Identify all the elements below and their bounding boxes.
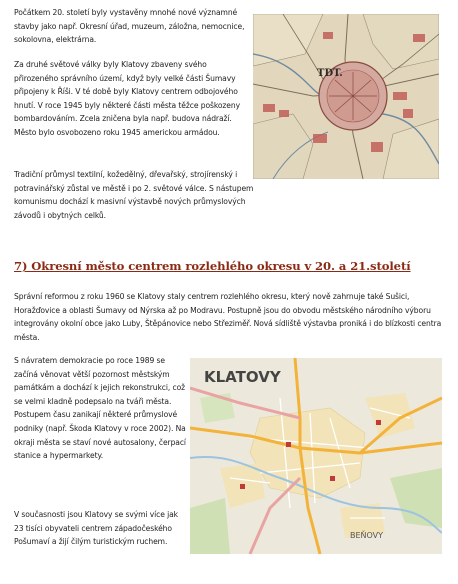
historical-map-image <box>253 14 439 179</box>
map-label-tdt: TDT. <box>317 68 343 79</box>
section-heading: 7) Okresní město centrem rozlehlého okresu v 20. a 21.století <box>14 259 411 273</box>
paragraph-present-day: V současnosti jsou Klatovy se svými více jak 23 tisíci obyvateli centrem západočeského Pošumaví a žijí čilým turistickým ruchem. <box>14 510 178 547</box>
paragraph-world-war-two: Za druhé světové války byly Klatovy zbaveny svého přirozeného správního území, když byly velké části Šumavy připojeny k Říši. V té době byly Klatovy centrem odbojového hnutí. V roce 1945 byly některé části města těžce poškozeny bombardováním. Zcela zničena byla např. budova nádraží. Město bylo osvobozeno roku 1945 americkou armádou. <box>14 60 240 137</box>
map-label-klatovy: KLATOVY <box>204 368 281 386</box>
modern-city-map-image <box>190 358 442 554</box>
paragraph-democracy: S návratem demokracie po roce 1989 se začíná věnovat větší pozornost městským památkám a dochází k jejich rekonstrukci, což se velmi kladně podepsalo na tváři města. Postupem času zanikají některé průmyslové podniky (např. Škoda Klatovy v roce 2002). Na okraji města se staví nové autosalony, čerpací stanice a hypermarkety. <box>14 356 186 461</box>
paragraph-administrative-reform: Správní reformou z roku 1960 se Klatovy staly centrem rozlehlého okresu, který nově zahrnuje také Sušici, Horažďovice a oblasti Šumavy od Nýrska až po Modravu. Postupně jsou do obvodu městského národního výboru integrovány okolní obce jako Luby, Štěpánovice nebo Střeziměř. Nová sídliště výstavba proniká i do blízkosti centra města. <box>14 292 442 342</box>
map-label-benovy: BEŇOVY <box>350 531 384 540</box>
paragraph-industry: Tradiční průmysl textilní, kožedělný, dřevařský, strojírenský i potravinářský zůstal ve městě i po 2. světové válce. S nástupem komunismu dochází k masivní výstavbě nových průmyslových závodů i obytných celků. <box>14 170 254 220</box>
paragraph-early-20th-century: Počátkem 20. století byly vystavěny mnohé nové významné stavby jako např. Okresní úřad, muzeum, záložna, nemocnice, sokolovna, elektrárna. <box>14 8 245 45</box>
